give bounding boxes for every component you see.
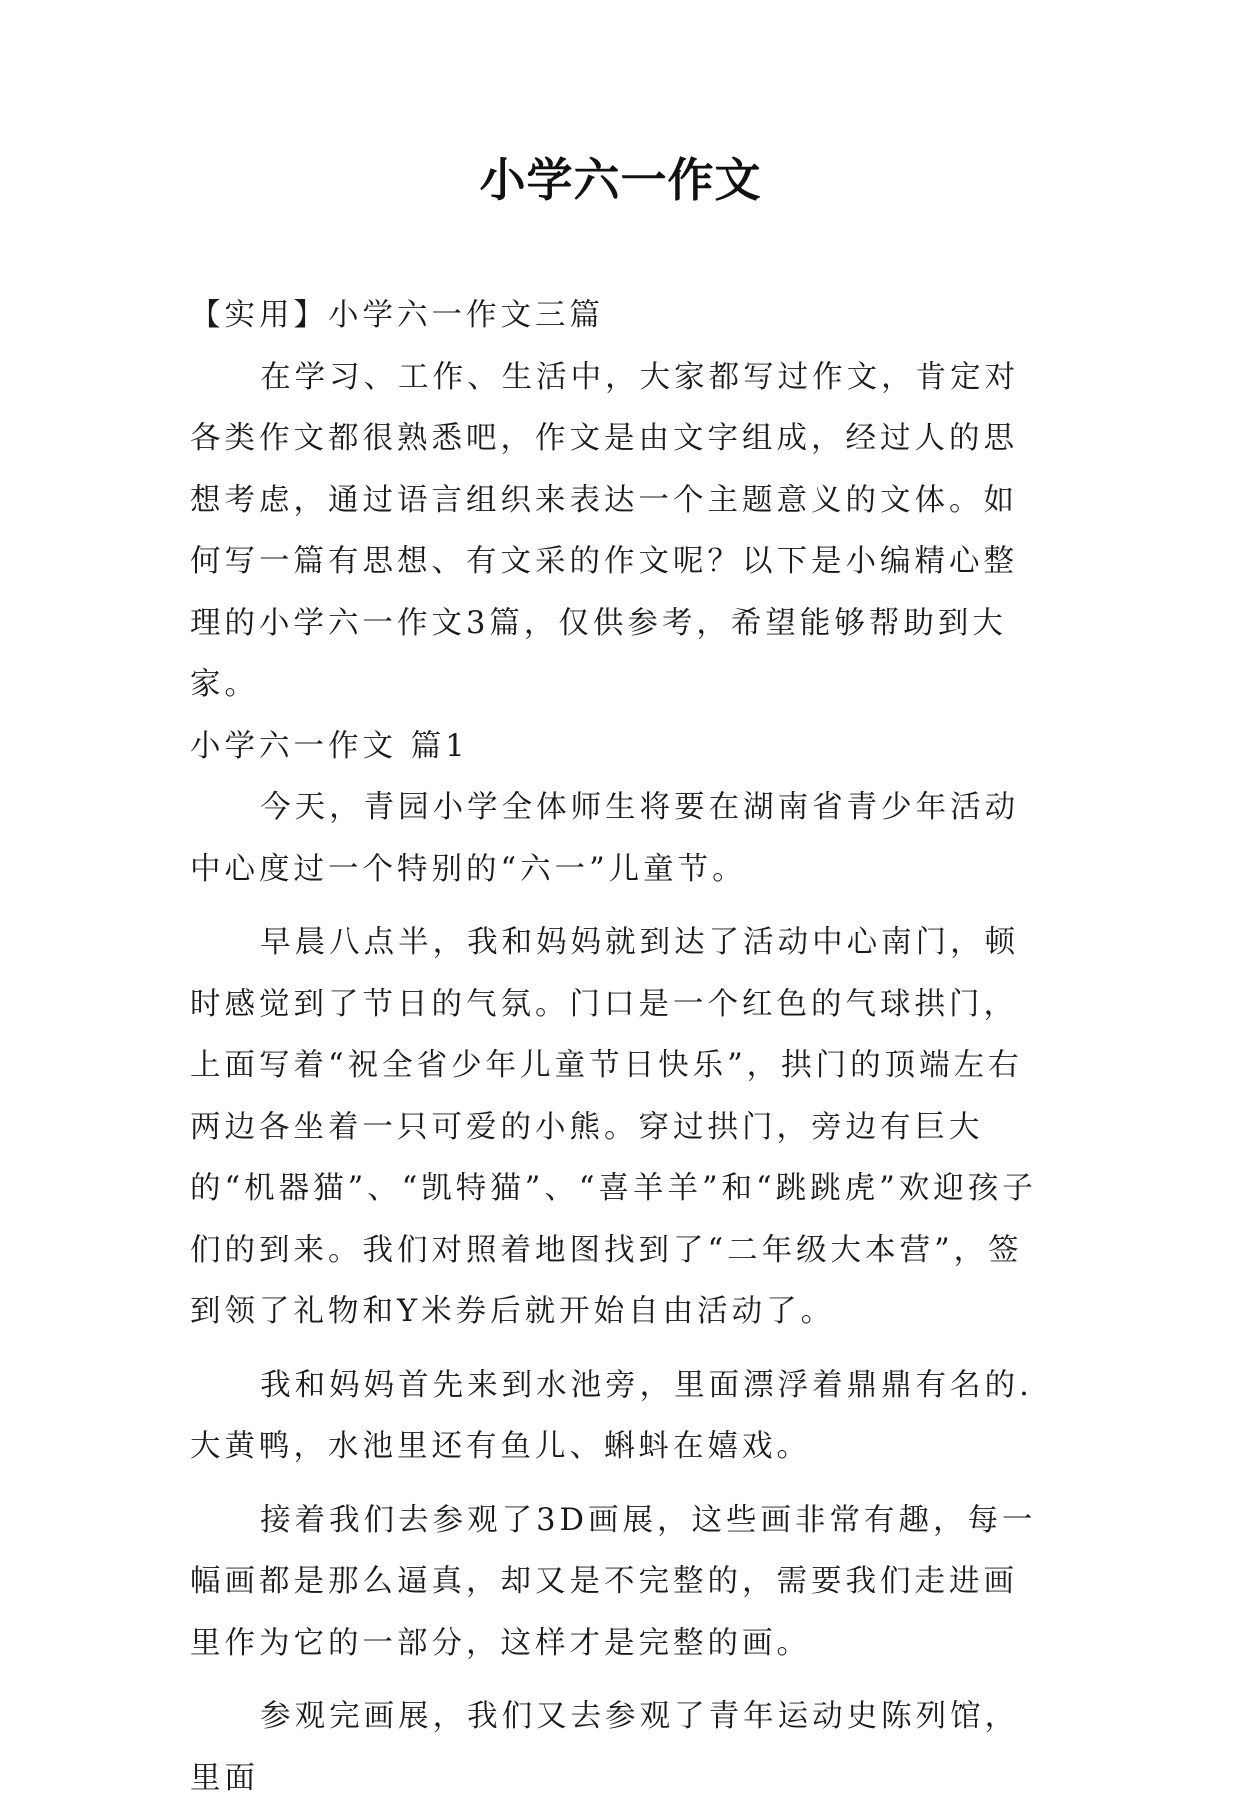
intro-paragraph: 在学习、工作、生活中，大家都写过作文，肯定对各类作文都很熟悉吧，作文是由文字组成，经过人的思想考虑，通过语言组织来表达一个主题意义的文体。如何写一篇有思想、有文采的作文呢？以下是小编精心整理的小学六一作文3篇，仅供参考，希望能够帮助到大家。 bbox=[190, 359, 1020, 702]
body-paragraph: 早晨八点半，我和妈妈就到达了活动中心南门，顿时感觉到了节日的气氛。门口是一个红色的气球拱门，上面写着“祝全省少年儿童节日快乐”，拱门的顶端左右两边各坐着一只可爱的小熊。穿过拱门，旁边有巨大的“机器猫”、“凯特猫”、“喜羊羊”和“跳跳虎”欢迎孩子们的到来。我们对照着地图找到了“二年级大本营”，签到领了礼物和Y米券后就开始自由活动了。 bbox=[190, 925, 1037, 1329]
subtitle-line: 【实用】小学六一作文三篇 bbox=[190, 298, 604, 333]
body-paragraph: 今天，青园小学全体师生将要在湖南省青少年活动中心度过一个特别的“六一”儿童节。 bbox=[190, 790, 1020, 887]
body-paragraph: 参观完画展，我们又去参观了青年运动史陈列馆，里面 bbox=[190, 1699, 1020, 1796]
body-paragraph: 我和妈妈首先来到水池旁，里面漂浮着鼎鼎有名的.大黄鸭，水池里还有鱼儿、蝌蚪在嬉戏。 bbox=[190, 1367, 1033, 1464]
document-title: 小学六一作文 bbox=[479, 153, 762, 207]
section-heading: 小学六一作文 篇1 bbox=[190, 728, 469, 764]
document-body bbox=[190, 285, 1052, 1809]
body-paragraph: 接着我们去参观了3D画展，这些画非常有趣，每一幅画都是那么逼真，却又是不完整的，需要我们走进画里作为它的一部分，这样才是完整的画。 bbox=[190, 1502, 1037, 1661]
